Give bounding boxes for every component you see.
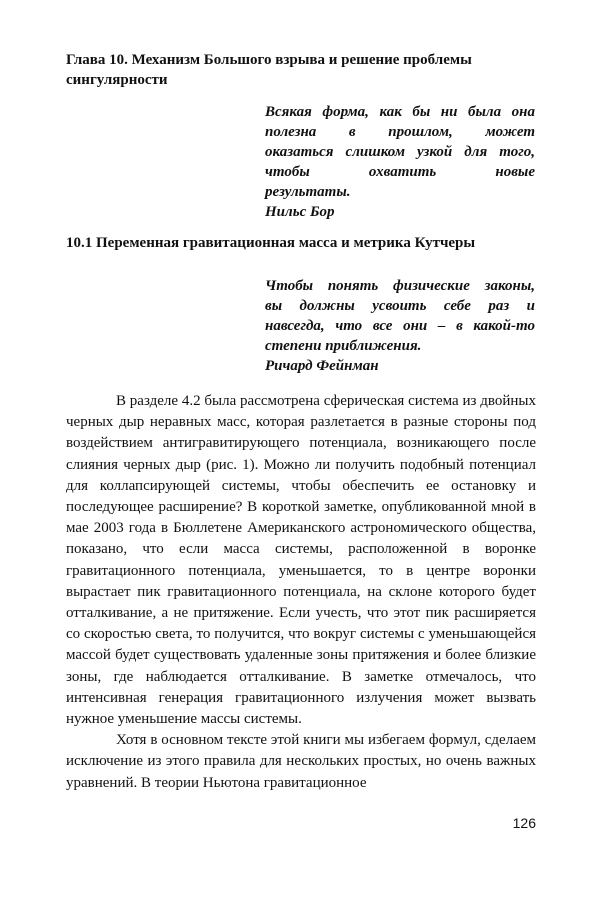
epigraph-line: вы должны усвоить себе раз и [265,298,535,314]
body-text [66,391,536,794]
chapter-title: Глава 10. Механизм Большого взрыва и решение проблемы сингулярности [66,52,472,88]
epigraph-line: полезна в прошлом, может [265,124,535,140]
paragraph: В разделе 4.2 была рассмотрена сферическая система из двойных черных дыр неравных масс, которая разлетается в разные стороны под воздействием антигравитирующего потенциала, возникающего после слияния черных дыр (рис. 1). Можно ли получить подобный потенциал для коллапсирующей системы, чтобы обеспечить ее остановку и последующее расширение? В короткой заметке, опубликованной мной в мае 2003 года в Бюллетене Американского астрономического общества, показано, что если масса системы, расположенной в воронке гравитационного потенциала, уменьшается, то в центре воронки вырастает пик гравитационного потенциала, на склоне которого будет отталкивание, а не притяжение. Если учесть, что этот пик расширяется со скоростью света, то получится, что вокруг системы с уменьшающейся массой будет существовать удаленные зоны притяжения и более близкие зоны, где наблюдается отталкивание. В заметке отмечалось, что интенсивная генерация гравитационного излучения может вызвать нужное уменьшение массы системы. [66,393,536,728]
epigraph-line: оказаться слишком узкой для того, [265,144,535,160]
paragraph: Хотя в основном тексте этой книги мы избегаем формул, сделаем исключение из этого правила для нескольких простых, но очень важных уравнений. В теории Ньютона гравитационное [66,732,536,791]
epigraph-line: навсегда, что все они – в какой-то [265,318,535,334]
epigraph-author: Ричард Фейнман [265,358,379,374]
epigraph-author: Нильс Бор [265,204,335,220]
epigraph-line: результаты. [265,184,351,200]
epigraph-feynman [265,276,535,376]
epigraph-line: степени приближения. [265,338,422,354]
section-title: 10.1 Переменная гравитационная масса и метрика Кутчеры [66,235,476,251]
epigraph-bohr [265,102,535,222]
epigraph-line: чтобы охватить новые [265,164,535,180]
epigraph-line: Всякая форма, как бы ни была она [265,104,535,120]
page-number: 126 [512,815,536,831]
epigraph-line: Чтобы понять физические законы, [265,278,535,294]
